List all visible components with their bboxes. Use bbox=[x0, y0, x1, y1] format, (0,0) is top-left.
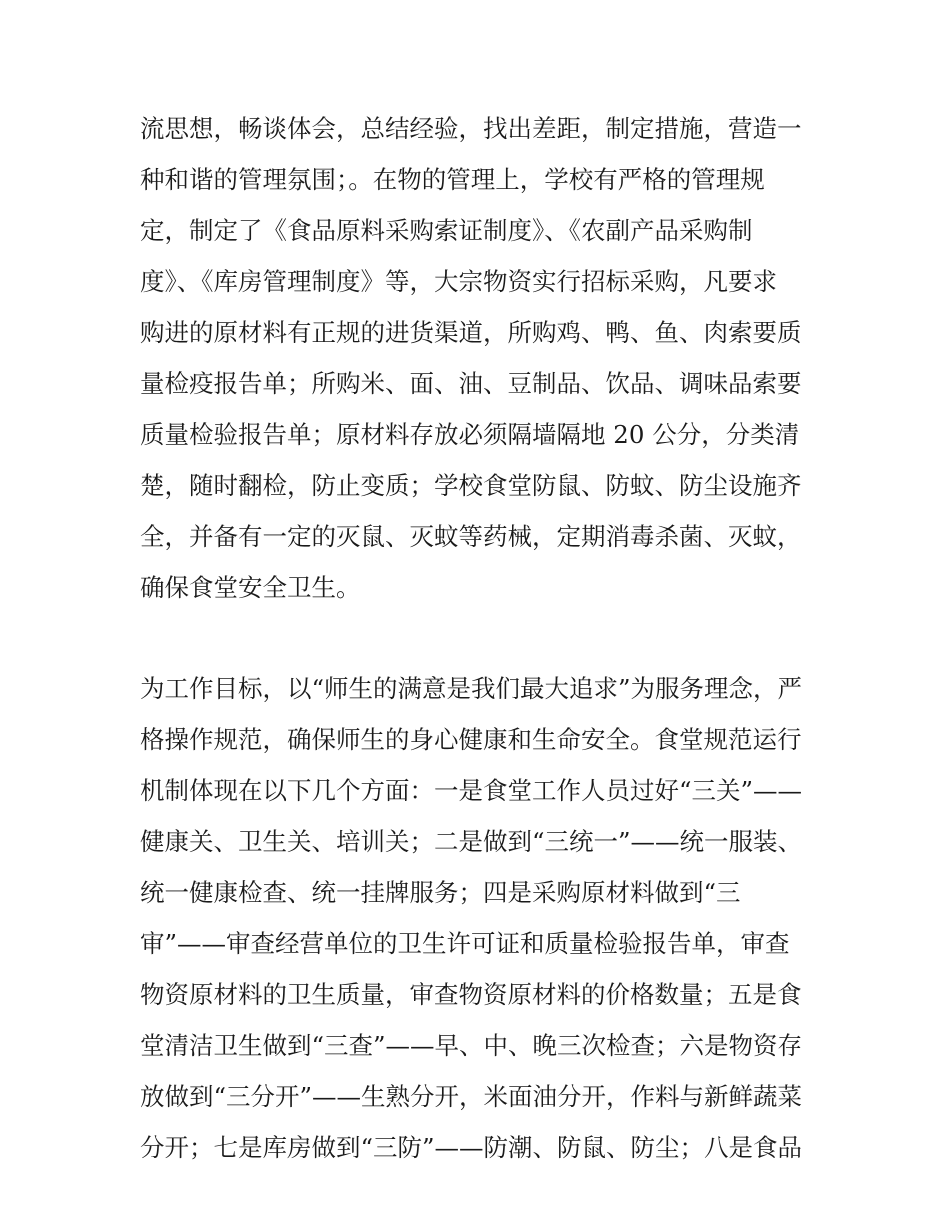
paragraph-2 bbox=[140, 663, 820, 1173]
text-line: 购进的原材料有正规的进货渠道，所购鸡、鸭、鱼、肉索要质 bbox=[140, 318, 802, 347]
text-line: 度》、《库房管理制度》等，大宗物资实行招标采购，凡要求 bbox=[140, 267, 777, 296]
text-line: 种和谐的管理氛围；。在物的管理上，学校有严格的管理规 bbox=[140, 165, 765, 194]
text-line: 堂清洁卫生做到“三查”——早、中、晚三次检查；六是物资存 bbox=[140, 1031, 803, 1060]
text-line: 机制体现在以下几个方面：一是食堂工作人员过好“三关”—— bbox=[140, 776, 803, 805]
text-line: 审”——审查经营单位的卫生许可证和质量检验报告单，审查 bbox=[140, 929, 790, 958]
text-line: 全，并备有一定的灭鼠、灭蚊等药械，定期消毒杀菌、灭蚊， bbox=[140, 522, 802, 551]
text-line: 物资原材料的卫生质量，审查物资原材料的价格数量；五是食 bbox=[140, 980, 802, 1009]
text-line: 量检疫报告单；所购米、面、油、豆制品、饮品、调味品索要 bbox=[140, 369, 802, 398]
text-line: 健康关、卫生关、培训关；二是做到“三统一”——统一服装、 bbox=[140, 827, 803, 856]
text-line: 质量检验报告单；原材料存放必须隔墙隔地 20 公分，分类清 bbox=[140, 420, 800, 449]
text-line: 统一健康检查、统一挂牌服务；四是采购原材料做到“三 bbox=[140, 878, 741, 907]
text-line: 定，制定了《食品原料采购索证制度》、《农副产品采购制 bbox=[140, 216, 753, 245]
text-line: 放做到“三分开”——生熟分开，米面油分开，作料与新鲜蔬菜 bbox=[140, 1082, 803, 1111]
paragraph-1 bbox=[140, 103, 820, 613]
text-line: 楚，随时翻检，防止变质；学校食堂防鼠、防蚊、防尘设施齐 bbox=[140, 471, 802, 500]
text-line: 确保食堂安全卫生。 bbox=[140, 573, 361, 602]
text-line: 分开；七是库房做到“三防”——防潮、防鼠、防尘；八是食品 bbox=[140, 1133, 803, 1162]
text-line: 为工作目标，以“师生的满意是我们最大追求”为服务理念，严 bbox=[140, 674, 803, 703]
text-line: 流思想，畅谈体会，总结经验，找出差距，制定措施，营造一 bbox=[140, 114, 802, 143]
text-line: 格操作规范，确保师生的身心健康和生命安全。食堂规范运行 bbox=[140, 725, 802, 754]
